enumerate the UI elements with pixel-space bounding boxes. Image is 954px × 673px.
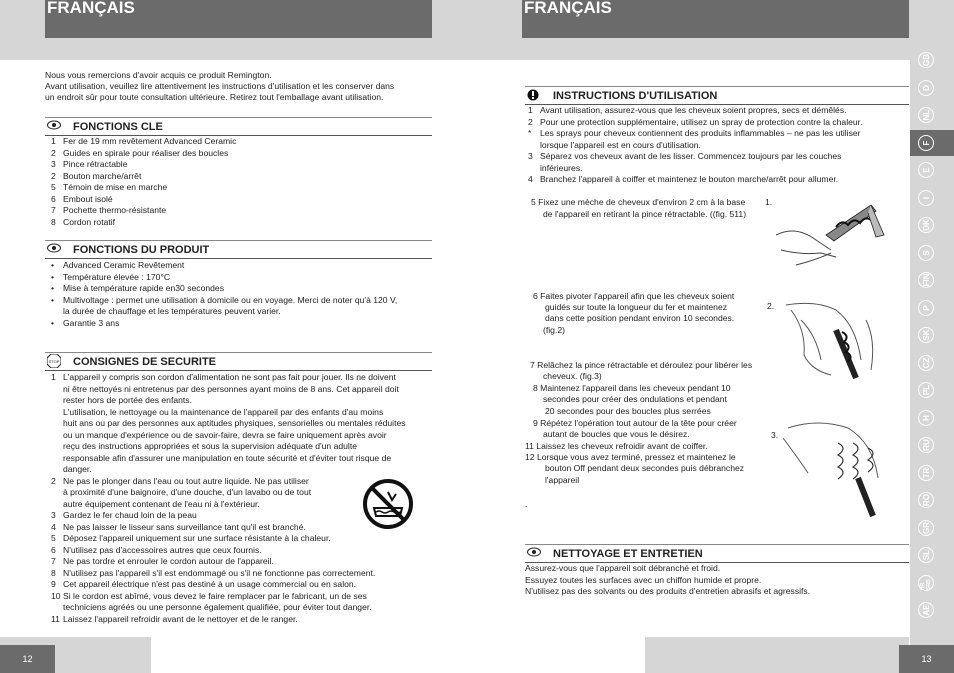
stop-icon-label: STOP — [48, 359, 60, 364]
list-item: 5 Témoin de mise en marche — [51, 182, 168, 192]
list-item: responsable afin d'assurer une manipulation en toute sécurité et d'éviter tout risque de — [63, 452, 392, 463]
language-tab-cz[interactable]: CZ — [918, 355, 934, 371]
list-item: 6 N'utilisez pas d'accessoires autres que ceux fournis. — [51, 544, 262, 555]
section-title: INSTRUCTIONS D'UTILISATION — [553, 90, 718, 102]
language-tab-ro[interactable]: RO — [918, 492, 934, 508]
language-tab-gr[interactable]: GR — [918, 520, 934, 536]
list-item: 6 Embout isolé — [51, 193, 113, 204]
list-item: reçu des instructions appropriées et sous la supervision adéquate d'un adulte — [63, 441, 358, 451]
list-item: 11 Laissez l'appareil refroidir avant de le nettoyer et de le ranger. — [51, 613, 298, 624]
list-item: autre équipement contenant de l'eau ni à l'extérieur. — [63, 498, 260, 509]
nettoyage-line-2: Essuyez toutes les surfaces avec un chiffon humide et propre. — [525, 575, 762, 585]
section-title: NETTOYAGE ET ENTRETIEN — [553, 548, 703, 560]
stray-dot: . — [525, 499, 528, 509]
step12-line: 12 Lorsque vous avez terminé, pressez et maintenez le — [525, 452, 736, 462]
step12-line: bouton Off pendant deux secondes puis débranchez — [545, 463, 745, 473]
no-water-icon — [362, 478, 414, 530]
list-item: lorsque l'appareil est en cours d'utilisation. — [540, 139, 701, 150]
exclamation-icon — [527, 89, 539, 101]
list-item: 2 Guides en spirale pour réaliser des boucles — [51, 147, 229, 158]
language-tab-i[interactable]: I — [918, 190, 934, 206]
list-item: danger. — [63, 464, 92, 474]
list-item: 1 Fer de 19 mm revêtement Advanced Ceramic — [51, 136, 237, 146]
list-item: 3 Pince rétractable — [51, 159, 128, 169]
step9-line: 9 Répétez l'opération tout autour de la tête pour créer — [533, 418, 737, 428]
figure-3-illustration — [778, 418, 890, 518]
language-tab-nl[interactable]: NL — [918, 107, 934, 123]
section-nettoyage — [525, 544, 909, 563]
language-tab-fin[interactable]: FIN — [918, 272, 934, 288]
left-header-title: FRANÇAIS — [47, 0, 135, 17]
language-tabs — [910, 40, 954, 673]
fig2-label: 2. — [767, 301, 775, 311]
language-tab-ru[interactable]: RU — [918, 437, 934, 453]
fonctions-cle-list — [45, 136, 435, 228]
language-tab-tr[interactable]: TR — [918, 465, 934, 481]
section-title: FONCTIONS DU PRODUIT — [73, 244, 210, 256]
instructions-list — [522, 105, 912, 186]
list-item: 5 Déposez l'appareil uniquement sur une surface résistante à la chaleur. — [51, 533, 331, 543]
list-item: • Multivoltage : permet une utilisation à domicile ou en voyage. Merci de noter qu'à 120 V, — [51, 294, 398, 305]
list-item: la durée de chauffage et les températures peuvent varier. — [63, 306, 281, 316]
list-item: • Garantie 3 ans — [51, 317, 120, 328]
fonctions-produit-list — [45, 260, 435, 329]
list-item: huit ans ou par des personnes aux aptitudes physiques, sensorielles ou mentales réduites — [63, 418, 406, 428]
list-item: 1 L'appareil y compris son cordon d'alimentation ne sont pas fait pour jouer. Ils ne doivent — [51, 372, 396, 382]
language-tab-pl[interactable]: PL — [918, 382, 934, 398]
step6-line3: dans cette position pendant environ 10 secondes. — [545, 313, 735, 323]
step5-line2: de l'appareil en retirant la pince rétractable. ((fig. 511) — [543, 209, 747, 219]
section-fonctions-cle — [45, 117, 432, 136]
step8-line: 20 secondes pour des boucles plus serrées — [545, 406, 711, 416]
list-item: 3 Séparez vos cheveux avant de les lisser. Commencez toujours par les couches — [528, 151, 842, 161]
list-item: 3 Gardez le fer chaud loin de la peau — [51, 510, 197, 520]
list-item: 10 Si le cordon est abîmé, vous devez le faire remplacer par le fabricant, un de ses — [51, 590, 367, 601]
list-item: 4 Ne pas laisser le lisseur sans surveillance tant qu'il est branché. — [51, 521, 306, 532]
nettoyage-line-3: N'utilisez pas des solvants ou des produits d'entretien abrasifs et agressifs. — [525, 586, 811, 596]
language-tab-sk[interactable]: SK — [918, 327, 934, 343]
stop-sign-icon — [47, 354, 61, 368]
figure-2-illustration — [776, 300, 886, 380]
step8-line: secondes pour créer des ondulations et pendant — [543, 394, 727, 404]
intro-line-3: un endroit sûr pour toute consultation ultérieure. Retirez tout l'emballage avant utilisation. — [45, 92, 384, 102]
intro-line-1: Nous vous remercions d'avoir acquis ce produit Remington. — [45, 70, 272, 80]
language-tab-h[interactable]: H — [918, 410, 934, 426]
list-item: 8 N'utilisez pas l'appareil s'il est endommagé ou s'il ne fonctionne pas correctement. — [51, 567, 376, 578]
list-item: • Advanced Ceramic Revêtement — [51, 260, 185, 270]
language-tab-ae[interactable]: AE — [918, 602, 934, 618]
language-tab-dk[interactable]: DK — [918, 217, 934, 233]
nettoyage-line-1: Assurez-vous que l'appareil soit débranché et froid. — [525, 563, 721, 573]
list-item: L'utilisation, le nettoyage ou la maintenance de l'appareil par des enfants d'au moins — [63, 406, 384, 417]
list-item: rester hors de portée des enfants. — [63, 395, 192, 405]
list-item: 1 Avant utilisation, assurez-vous que les cheveux soient propres, secs et démêlés. — [528, 105, 847, 115]
list-item: 4 Branchez l'appareil à coiffer et maintenez le bouton marche/arrêt pour allumer. — [528, 174, 839, 184]
section-instructions — [525, 86, 909, 105]
language-tab-sl[interactable]: SL — [918, 547, 934, 563]
eye-icon — [527, 547, 541, 557]
list-item: ou un manque d'expérience ou de savoir-faire, devra se faire uniquement après avoir — [63, 429, 387, 440]
list-item: 2 Pour une protection supplémentaire, utilisez un spray de protection contre la chaleur. — [528, 116, 863, 127]
list-item: 7 Ne pas tordre et enrouler le cordon autour de l'appareil. — [51, 556, 274, 566]
right-header-title: FRANÇAIS — [524, 0, 612, 17]
list-item: 2 Ne pas le plonger dans l'eau ou tout autre liquide. Ne pas utiliser — [51, 475, 309, 486]
list-item: 2 Bouton marche/arrêt — [51, 170, 142, 181]
list-item: 8 Cordon rotatif — [51, 216, 116, 227]
step11-line: 11 Laissez les cheveux refroidir avant de coiffer. — [525, 441, 708, 451]
language-tab-f[interactable]: F — [918, 135, 934, 151]
list-item: 7 Pochette thermo-résistante — [51, 205, 167, 215]
step9-line: autant de boucles que vous le désirez. — [543, 429, 690, 439]
eye-icon — [47, 243, 61, 253]
language-tab-e[interactable]: E — [918, 162, 934, 178]
list-item: à proximité d'une baignoire, d'une douche, d'un lavabo ou de tout — [63, 487, 312, 497]
intro-line-2: Avant utilisation, veuillez lire attentivement les instructions d'utilisation et les conserver dans — [45, 81, 395, 91]
section-securite — [45, 352, 432, 371]
step7-line: cheveux. (fig.3) — [543, 371, 602, 381]
section-title: CONSIGNES DE SECURITE — [73, 356, 217, 368]
left-page-header — [45, 0, 432, 38]
list-item: ni être nettoyés ni entretenus par des personnes ayant moins de 8 ans. Cet appareil doit — [63, 383, 399, 394]
language-tab-gb[interactable]: GB — [918, 52, 934, 68]
figure-1-illustration — [776, 195, 886, 285]
step8-line: 8 Maintenez l'appareil dans les cheveux pendant 10 — [533, 383, 731, 393]
eye-icon — [47, 120, 61, 130]
step7-line: 7 Relâchez la pince rétractable et déroulez pour libérer les — [530, 360, 753, 370]
list-item: 9 Cet appareil électrique n'est pas destiné à un usage commercial ou en salon. — [51, 579, 357, 589]
section-fonctions-produit — [45, 240, 432, 259]
language-tab-s[interactable]: S — [918, 245, 934, 261]
list-item: • Température élevée : 170°C — [51, 271, 171, 282]
step6-line2: guidés sur toute la longueur du fer et maintenez — [545, 302, 728, 312]
right-page-header — [522, 0, 909, 38]
fig3-label: 3. — [771, 430, 779, 440]
step12-line: l'appareil — [545, 475, 580, 485]
fig1-label: 1. — [765, 197, 773, 207]
step6-line1: 6 Faites pivoter l'appareil afin que les cheveux soient — [533, 291, 735, 301]
section-title: FONCTIONS CLE — [73, 121, 163, 133]
list-item: • Mise à température rapide en30 secondes — [51, 283, 224, 293]
list-item: inférieures. — [540, 162, 583, 173]
list-item: * Les sprays pour cheveux contiennent des produits inflammables – ne pas les utiliser — [528, 128, 861, 138]
step6-line4: (fig.2) — [543, 325, 565, 335]
language-tab-hr-srb[interactable]: HR SRB — [918, 575, 934, 591]
right-bottom-band — [645, 637, 909, 673]
list-item: techniciens agréés ou une personne également qualifiée, pour éviter tout danger. — [63, 602, 372, 612]
left-page-number: 12 — [0, 645, 55, 673]
right-page-number: 13 — [899, 645, 954, 673]
language-tab-p[interactable]: P — [918, 300, 934, 316]
language-tab-d[interactable]: D — [918, 80, 934, 96]
step5-line1: 5 Fixez une mèche de cheveux d'environ 2 cm à la base — [531, 197, 746, 207]
